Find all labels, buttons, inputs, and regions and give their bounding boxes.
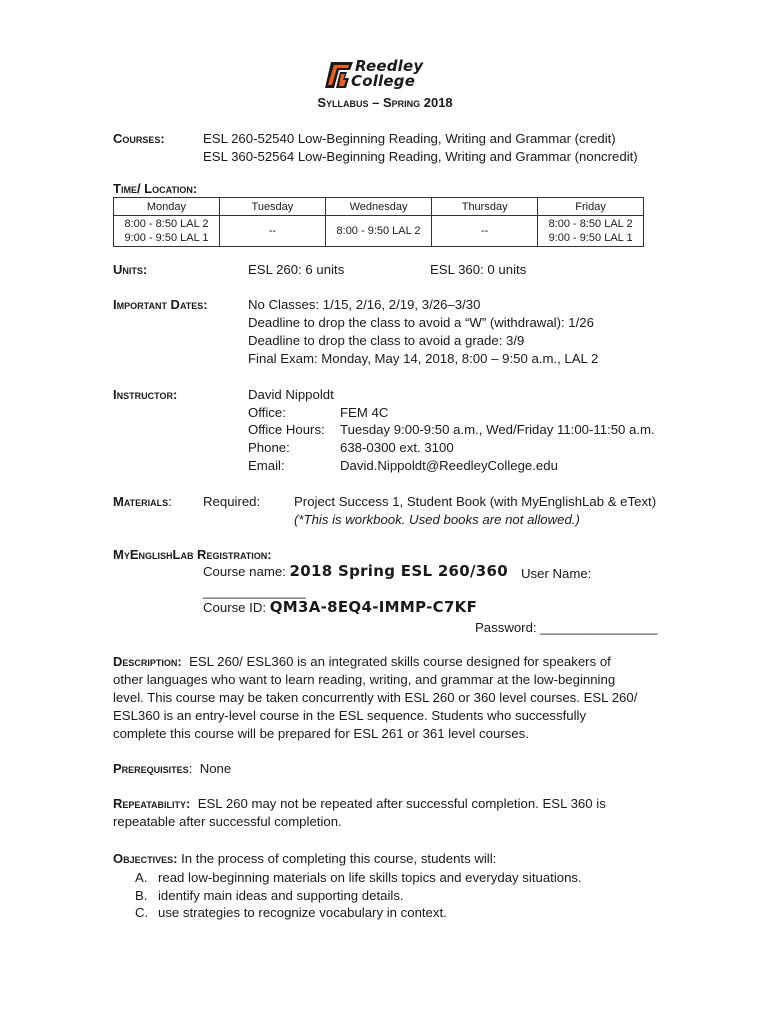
units-esl260: ESL 260: 6 units bbox=[248, 262, 345, 277]
instructor-label: Instructor: bbox=[113, 387, 178, 402]
wednesday-slot-1: 8:00 - 9:50 LAL 2 bbox=[336, 225, 421, 237]
objective-text-a: read low-beginning materials on life skills topics and everyday situations. bbox=[158, 870, 582, 885]
date-line-2: Deadline to drop the class to avoid a “W” (withdrawal): 1/26 bbox=[248, 315, 594, 330]
course-id-value: QM3A-8EQ4-IMMP-C7KF bbox=[269, 598, 478, 616]
courses-label: Courses: bbox=[113, 131, 165, 146]
units-label: Units: bbox=[113, 262, 148, 277]
list-item bbox=[135, 887, 582, 905]
course-line-2: ESL 360-52564 Low-Beginning Reading, Writing and Grammar (noncredit) bbox=[203, 149, 638, 164]
objectives-intro: In the process of completing this course, students will: bbox=[181, 851, 497, 866]
day-header-monday: Monday bbox=[114, 198, 220, 216]
office-hours-value: Tuesday 9:00-9:50 a.m., Wed/Friday 11:00-11:50 a.m. bbox=[340, 422, 655, 437]
page-title: Syllabus – Spring 2018 bbox=[317, 95, 453, 110]
schedule-table bbox=[113, 197, 644, 247]
book-note: (*This is workbook. Used books are not allowed.) bbox=[294, 512, 580, 527]
course-id-label: Course ID: bbox=[203, 600, 270, 615]
objectives-line bbox=[113, 850, 496, 868]
tuesday-slot-1: -- bbox=[268, 225, 277, 237]
office-key: Office: bbox=[248, 405, 286, 420]
units-esl360: ESL 360: 0 units bbox=[430, 262, 527, 277]
monday-slot-1: 8:00 - 8:50 LAL 2 bbox=[124, 218, 209, 230]
password-label: Password: ________________ bbox=[475, 620, 658, 635]
office-value: FEM 4C bbox=[340, 405, 389, 420]
thursday-cell bbox=[432, 216, 538, 247]
objective-letter-a: A. bbox=[135, 870, 148, 885]
list-item bbox=[135, 904, 582, 922]
friday-slot-2: 9:00 - 9:50 LAL 1 bbox=[548, 232, 633, 244]
email-value: David.Nippoldt@ReedleyCollege.edu bbox=[340, 458, 558, 473]
prerequisites-label: Prerequisites bbox=[113, 761, 189, 776]
objective-letter-c: C. bbox=[135, 905, 149, 920]
logo-wordmark bbox=[351, 57, 424, 90]
important-dates-label: Important Dates: bbox=[113, 297, 208, 312]
required-book: Project Success 1, Student Book (with MyEnglishLab & eText) bbox=[294, 494, 657, 509]
materials-label: Materials bbox=[113, 494, 169, 509]
materials-colon: : bbox=[168, 494, 172, 509]
day-header-friday: Friday bbox=[538, 198, 644, 216]
objectives-list bbox=[135, 869, 582, 922]
monday-slot-2: 9:00 - 9:50 LAL 1 bbox=[124, 232, 209, 244]
objective-text-b: identify main ideas and supporting details. bbox=[158, 887, 404, 903]
course-id-line bbox=[203, 599, 477, 617]
monday-cell bbox=[114, 216, 220, 247]
date-line-1: No Classes: 1/15, 2/16, 2/19, 3/26–3/30 bbox=[248, 297, 481, 312]
description-paragraph bbox=[113, 653, 643, 743]
friday-slot-1: 8:00 - 8:50 LAL 2 bbox=[548, 218, 633, 230]
reedley-college-logo bbox=[325, 59, 450, 91]
instructor-name: David Nippoldt bbox=[248, 387, 334, 402]
objective-letter-b: B. bbox=[135, 887, 148, 903]
user-name-label: User Name: bbox=[521, 566, 592, 581]
repeatability-label: Repeatability: bbox=[113, 796, 191, 811]
phone-value: 638-0300 ext. 3100 bbox=[340, 440, 454, 455]
day-header-thursday: Thursday bbox=[432, 198, 538, 216]
thursday-slot-1: -- bbox=[480, 225, 489, 237]
phone-key: Phone: bbox=[248, 440, 290, 455]
myenglishlab-label: MyEnglishLab Registration: bbox=[113, 547, 272, 562]
repeatability-paragraph bbox=[113, 795, 643, 831]
materials-heading bbox=[113, 493, 172, 511]
logo-line-1: Reedley bbox=[355, 57, 424, 75]
course-line-1: ESL 260-52540 Low-Beginning Reading, Writing and Grammar (credit) bbox=[203, 131, 616, 146]
description-label: Description: bbox=[113, 654, 182, 669]
date-line-4: Final Exam: Monday, May 14, 2018, 8:00 – 9:50 a.m., LAL 2 bbox=[248, 351, 599, 366]
prerequisites-colon: : bbox=[188, 761, 193, 776]
schedule-time-row bbox=[114, 216, 644, 247]
description-text: ESL 260/ ESL360 is an integrated skills course designed for speakers of other languages who want to learn reading, writing, and grammar at the low-beginning level. This course may be taken concurrently with ESL 260 or 360 level courses. ESL 260/ ESL360 is an entry-level course in the ESL sequence. Students who successfully complete this course will be prepared for ESL 261 or 361 level courses. bbox=[113, 654, 638, 741]
time-location-label: Time/ Location: bbox=[113, 181, 198, 196]
day-header-wednesday: Wednesday bbox=[325, 198, 431, 216]
email-key: Email: bbox=[248, 458, 285, 473]
list-item bbox=[135, 869, 582, 887]
date-line-3: Deadline to drop the class to avoid a grade: 3/9 bbox=[248, 333, 525, 348]
course-name-label: Course name: bbox=[203, 564, 290, 579]
user-name-blank: ______________ bbox=[203, 584, 306, 599]
friday-cell bbox=[538, 216, 644, 247]
prerequisites-text: None bbox=[199, 761, 232, 776]
schedule-header-row bbox=[114, 198, 644, 216]
logo-line-2: College bbox=[351, 72, 416, 90]
repeatability-text: ESL 260 may not be repeated after successful completion. ESL 360 is repeatable after successful completion. bbox=[113, 796, 606, 829]
required-label: Required: bbox=[203, 494, 261, 509]
course-name-value: 2018 Spring ESL 260/360 bbox=[289, 562, 509, 580]
wednesday-cell bbox=[325, 216, 431, 247]
office-hours-key: Office Hours: bbox=[248, 422, 325, 437]
objectives-label: Objectives: bbox=[113, 851, 178, 866]
objective-text-c: use strategies to recognize vocabulary in context. bbox=[158, 905, 447, 920]
tuesday-cell bbox=[219, 216, 325, 247]
prerequisites-line bbox=[113, 760, 231, 778]
day-header-tuesday: Tuesday bbox=[219, 198, 325, 216]
course-name-line bbox=[203, 563, 508, 581]
